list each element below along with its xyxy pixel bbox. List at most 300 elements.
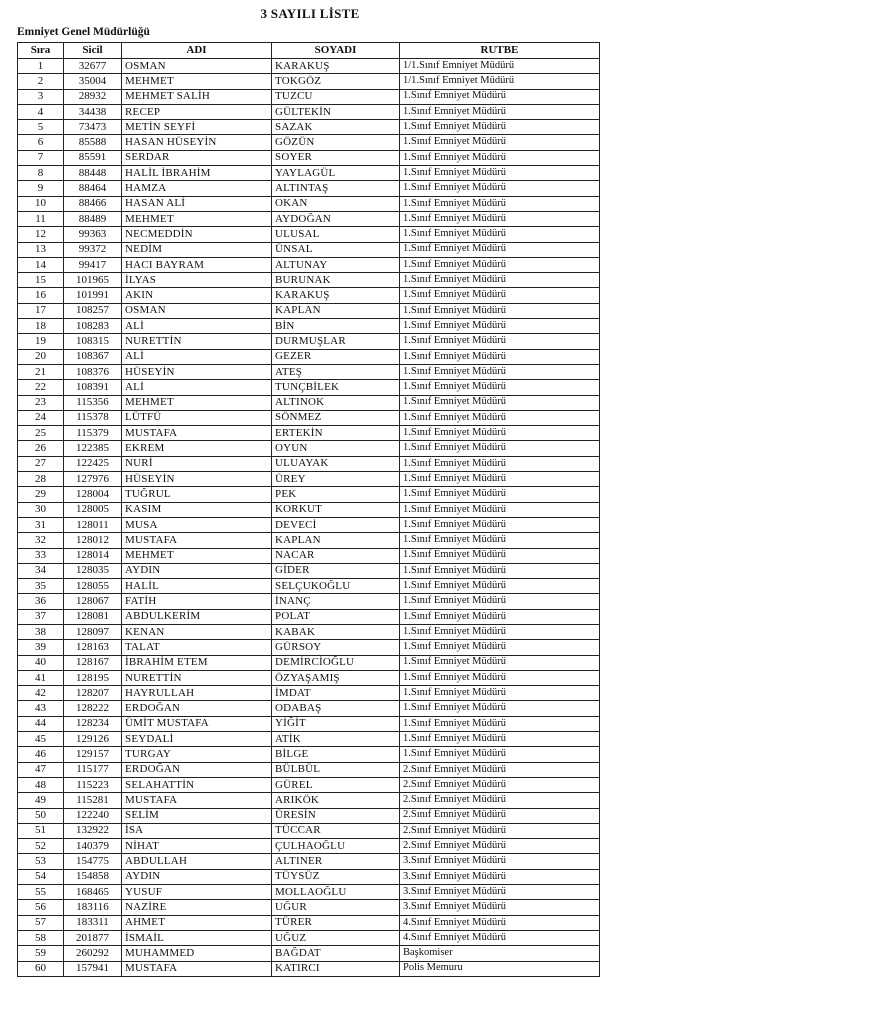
cell-sicil: 129126	[64, 732, 122, 747]
column-header-sira: Sıra	[18, 43, 64, 59]
cell-sira: 6	[18, 135, 64, 150]
column-header-adi: ADI	[122, 43, 272, 59]
cell-adi: MUSTAFA	[122, 426, 272, 441]
table-row	[18, 946, 600, 961]
cell-sicil: 99417	[64, 257, 122, 272]
cell-soyadi: UĞUZ	[272, 930, 400, 945]
cell-soyadi: AYDOĞAN	[272, 211, 400, 226]
table-row	[18, 579, 600, 594]
table-row	[18, 181, 600, 196]
cell-adi: İSMAİL	[122, 930, 272, 945]
cell-sira: 39	[18, 640, 64, 655]
cell-sicil: 115378	[64, 410, 122, 425]
cell-adi: TURGAY	[122, 747, 272, 762]
cell-rutbe: 1.Sınıf Emniyet Müdürü	[400, 548, 600, 563]
cell-rutbe: 1.Sınıf Emniyet Müdürü	[400, 181, 600, 196]
cell-adi: ABDULLAH	[122, 854, 272, 869]
cell-soyadi: SÖNMEZ	[272, 410, 400, 425]
cell-sira: 54	[18, 869, 64, 884]
cell-rutbe: 1.Sınıf Emniyet Müdürü	[400, 624, 600, 639]
cell-sira: 58	[18, 930, 64, 945]
cell-adi: MEHMET SALİH	[122, 89, 272, 104]
table-row	[18, 900, 600, 915]
cell-soyadi: ALTINER	[272, 854, 400, 869]
cell-rutbe: 2.Sınıf Emniyet Müdürü	[400, 777, 600, 792]
table-row	[18, 380, 600, 395]
cell-sicil: 88466	[64, 196, 122, 211]
cell-sira: 14	[18, 257, 64, 272]
cell-adi: ALİ	[122, 380, 272, 395]
table-row	[18, 288, 600, 303]
cell-rutbe: 1/1.Sınıf Emniyet Müdürü	[400, 74, 600, 89]
cell-sicil: 128014	[64, 548, 122, 563]
cell-rutbe: 1.Sınıf Emniyet Müdürü	[400, 701, 600, 716]
cell-sicil: 101991	[64, 288, 122, 303]
table-row	[18, 686, 600, 701]
cell-sira: 13	[18, 242, 64, 257]
cell-sicil: 122425	[64, 456, 122, 471]
cell-rutbe: 3.Sınıf Emniyet Müdürü	[400, 854, 600, 869]
cell-sicil: 127976	[64, 472, 122, 487]
table-row	[18, 762, 600, 777]
table-row	[18, 869, 600, 884]
table-row	[18, 211, 600, 226]
table-row	[18, 808, 600, 823]
table-row	[18, 885, 600, 900]
cell-rutbe: 4.Sınıf Emniyet Müdürü	[400, 915, 600, 930]
cell-adi: OSMAN	[122, 303, 272, 318]
table-row	[18, 701, 600, 716]
cell-sicil: 85591	[64, 150, 122, 165]
cell-rutbe: 1.Sınıf Emniyet Müdürü	[400, 257, 600, 272]
cell-sira: 60	[18, 961, 64, 976]
cell-sira: 38	[18, 624, 64, 639]
cell-soyadi: TOKGÖZ	[272, 74, 400, 89]
cell-soyadi: YAYLAGÜL	[272, 166, 400, 181]
cell-sicil: 168465	[64, 885, 122, 900]
cell-sicil: 88489	[64, 211, 122, 226]
cell-sicil: 99372	[64, 242, 122, 257]
cell-soyadi: KABAK	[272, 624, 400, 639]
cell-rutbe: 1.Sınıf Emniyet Müdürü	[400, 242, 600, 257]
cell-rutbe: 1.Sınıf Emniyet Müdürü	[400, 227, 600, 242]
cell-adi: EKREM	[122, 441, 272, 456]
cell-sicil: 183116	[64, 900, 122, 915]
cell-rutbe: 1.Sınıf Emniyet Müdürü	[400, 670, 600, 685]
cell-sicil: 183311	[64, 915, 122, 930]
table-row	[18, 747, 600, 762]
cell-sicil: 99363	[64, 227, 122, 242]
cell-rutbe: 1.Sınıf Emniyet Müdürü	[400, 640, 600, 655]
cell-soyadi: BÜLBÜL	[272, 762, 400, 777]
cell-adi: MEHMET	[122, 74, 272, 89]
cell-sira: 20	[18, 349, 64, 364]
cell-soyadi: BİN	[272, 319, 400, 334]
cell-rutbe: 4.Sınıf Emniyet Müdürü	[400, 930, 600, 945]
cell-soyadi: PEK	[272, 487, 400, 502]
cell-rutbe: 1.Sınıf Emniyet Müdürü	[400, 89, 600, 104]
cell-soyadi: İNANÇ	[272, 594, 400, 609]
cell-rutbe: 3.Sınıf Emniyet Müdürü	[400, 900, 600, 915]
cell-adi: SELAHATTİN	[122, 777, 272, 792]
cell-sicil: 115281	[64, 793, 122, 808]
cell-rutbe: 1/1.Sınıf Emniyet Müdürü	[400, 59, 600, 74]
cell-rutbe: 1.Sınıf Emniyet Müdürü	[400, 196, 600, 211]
cell-sicil: 128207	[64, 686, 122, 701]
cell-sira: 22	[18, 380, 64, 395]
cell-sicil: 108367	[64, 349, 122, 364]
cell-sira: 48	[18, 777, 64, 792]
cell-adi: HACI BAYRAM	[122, 257, 272, 272]
cell-adi: ALİ	[122, 319, 272, 334]
table-row	[18, 793, 600, 808]
table-row	[18, 961, 600, 976]
cell-sira: 11	[18, 211, 64, 226]
column-header-sicil: Sicil	[64, 43, 122, 59]
cell-sira: 18	[18, 319, 64, 334]
cell-adi: NURETTİN	[122, 670, 272, 685]
cell-sicil: 115356	[64, 395, 122, 410]
cell-soyadi: DEMİRCİOĞLU	[272, 655, 400, 670]
cell-sicil: 122385	[64, 441, 122, 456]
cell-sira: 19	[18, 334, 64, 349]
cell-adi: MEHMET	[122, 395, 272, 410]
cell-sira: 21	[18, 364, 64, 379]
personnel-table	[17, 42, 600, 977]
cell-sira: 1	[18, 59, 64, 74]
cell-sicil: 115379	[64, 426, 122, 441]
cell-rutbe: 1.Sınıf Emniyet Müdürü	[400, 104, 600, 119]
table-row	[18, 135, 600, 150]
cell-adi: MUSTAFA	[122, 961, 272, 976]
table-row	[18, 533, 600, 548]
cell-sicil: 128097	[64, 624, 122, 639]
cell-sicil: 128195	[64, 670, 122, 685]
cell-adi: YUSUF	[122, 885, 272, 900]
cell-sira: 7	[18, 150, 64, 165]
cell-rutbe: 1.Sınıf Emniyet Müdürü	[400, 563, 600, 578]
cell-sicil: 88464	[64, 181, 122, 196]
cell-sira: 25	[18, 426, 64, 441]
cell-sicil: 128234	[64, 716, 122, 731]
cell-rutbe: Başkomiser	[400, 946, 600, 961]
cell-sira: 2	[18, 74, 64, 89]
cell-soyadi: ALTINOK	[272, 395, 400, 410]
cell-adi: AKIN	[122, 288, 272, 303]
cell-rutbe: 1.Sınıf Emniyet Müdürü	[400, 166, 600, 181]
cell-sicil: 128011	[64, 517, 122, 532]
cell-rutbe: 1.Sınıf Emniyet Müdürü	[400, 395, 600, 410]
cell-sicil: 108257	[64, 303, 122, 318]
cell-sira: 26	[18, 441, 64, 456]
table-row	[18, 670, 600, 685]
cell-rutbe: 1.Sınıf Emniyet Müdürü	[400, 319, 600, 334]
cell-sicil: 128035	[64, 563, 122, 578]
cell-adi: MEHMET	[122, 548, 272, 563]
cell-rutbe: 1.Sınıf Emniyet Müdürü	[400, 502, 600, 517]
cell-rutbe: 3.Sınıf Emniyet Müdürü	[400, 869, 600, 884]
cell-soyadi: ÜNSAL	[272, 242, 400, 257]
cell-adi: AYDIN	[122, 563, 272, 578]
table-row	[18, 150, 600, 165]
cell-rutbe: 1.Sınıf Emniyet Müdürü	[400, 426, 600, 441]
cell-soyadi: KORKUT	[272, 502, 400, 517]
cell-sicil: 108315	[64, 334, 122, 349]
cell-adi: SERDAR	[122, 150, 272, 165]
cell-sira: 23	[18, 395, 64, 410]
table-row	[18, 839, 600, 854]
cell-soyadi: GİDER	[272, 563, 400, 578]
cell-rutbe: 1.Sınıf Emniyet Müdürü	[400, 364, 600, 379]
table-row	[18, 609, 600, 624]
cell-sicil: 115223	[64, 777, 122, 792]
table-row	[18, 257, 600, 272]
cell-sicil: 140379	[64, 839, 122, 854]
cell-sira: 36	[18, 594, 64, 609]
cell-rutbe: 2.Sınıf Emniyet Müdürü	[400, 762, 600, 777]
cell-sicil: 85588	[64, 135, 122, 150]
cell-adi: AYDIN	[122, 869, 272, 884]
cell-sira: 37	[18, 609, 64, 624]
cell-sicil: 128004	[64, 487, 122, 502]
cell-soyadi: ÜREY	[272, 472, 400, 487]
cell-adi: HÜSEYİN	[122, 472, 272, 487]
cell-sicil: 108391	[64, 380, 122, 395]
cell-soyadi: GÜREL	[272, 777, 400, 792]
column-header-soyadi: SOYADI	[272, 43, 400, 59]
cell-rutbe: 1.Sınıf Emniyet Müdürü	[400, 288, 600, 303]
cell-rutbe: 2.Sınıf Emniyet Müdürü	[400, 808, 600, 823]
cell-adi: KENAN	[122, 624, 272, 639]
cell-soyadi: KARAKUŞ	[272, 288, 400, 303]
table-row	[18, 395, 600, 410]
cell-soyadi: ÖZYAŞAMIŞ	[272, 670, 400, 685]
cell-soyadi: SELÇUKOĞLU	[272, 579, 400, 594]
cell-adi: HASAN ALİ	[122, 196, 272, 211]
cell-rutbe: 1.Sınıf Emniyet Müdürü	[400, 334, 600, 349]
cell-soyadi: İMDAT	[272, 686, 400, 701]
table-row	[18, 716, 600, 731]
cell-adi: RECEP	[122, 104, 272, 119]
cell-rutbe: 1.Sınıf Emniyet Müdürü	[400, 579, 600, 594]
document-title: 3 SAYILI LİSTE	[260, 6, 360, 21]
table-row	[18, 74, 600, 89]
cell-adi: OSMAN	[122, 59, 272, 74]
cell-sira: 47	[18, 762, 64, 777]
cell-adi: ERDOĞAN	[122, 701, 272, 716]
cell-sira: 56	[18, 900, 64, 915]
cell-sicil: 128167	[64, 655, 122, 670]
cell-sira: 55	[18, 885, 64, 900]
table-row	[18, 915, 600, 930]
cell-rutbe: 1.Sınıf Emniyet Müdürü	[400, 517, 600, 532]
cell-soyadi: KATIRCI	[272, 961, 400, 976]
cell-soyadi: YİĞİT	[272, 716, 400, 731]
cell-soyadi: TÜCCAR	[272, 823, 400, 838]
cell-soyadi: TUZCU	[272, 89, 400, 104]
cell-sira: 8	[18, 166, 64, 181]
cell-sicil: 154858	[64, 869, 122, 884]
cell-soyadi: ÜRESİN	[272, 808, 400, 823]
cell-sira: 10	[18, 196, 64, 211]
cell-adi: İBRAHİM ETEM	[122, 655, 272, 670]
cell-soyadi: SAZAK	[272, 120, 400, 135]
cell-soyadi: GÖZÜN	[272, 135, 400, 150]
table-row	[18, 563, 600, 578]
cell-soyadi: KAPLAN	[272, 303, 400, 318]
table-header-row	[18, 43, 600, 59]
cell-rutbe: 1.Sınıf Emniyet Müdürü	[400, 732, 600, 747]
cell-rutbe: 1.Sınıf Emniyet Müdürü	[400, 594, 600, 609]
cell-adi: MEHMET	[122, 211, 272, 226]
cell-sira: 46	[18, 747, 64, 762]
table-row	[18, 930, 600, 945]
table-row	[18, 227, 600, 242]
cell-sira: 49	[18, 793, 64, 808]
cell-adi: HAYRULLAH	[122, 686, 272, 701]
cell-soyadi: ODABAŞ	[272, 701, 400, 716]
cell-soyadi: ULUSAL	[272, 227, 400, 242]
table-row	[18, 732, 600, 747]
cell-rutbe: 1.Sınıf Emniyet Müdürü	[400, 273, 600, 288]
table-row	[18, 823, 600, 838]
column-header-rutbe: RUTBE	[400, 43, 600, 59]
cell-adi: SELİM	[122, 808, 272, 823]
cell-sira: 42	[18, 686, 64, 701]
table-row	[18, 334, 600, 349]
cell-sira: 51	[18, 823, 64, 838]
cell-rutbe: 1.Sınıf Emniyet Müdürü	[400, 472, 600, 487]
cell-rutbe: 1.Sınıf Emniyet Müdürü	[400, 349, 600, 364]
cell-sicil: 128163	[64, 640, 122, 655]
cell-adi: HASAN HÜSEYİN	[122, 135, 272, 150]
cell-sira: 45	[18, 732, 64, 747]
cell-rutbe: 1.Sınıf Emniyet Müdürü	[400, 487, 600, 502]
cell-sicil: 128222	[64, 701, 122, 716]
table-row	[18, 426, 600, 441]
table-row	[18, 303, 600, 318]
cell-sira: 30	[18, 502, 64, 517]
table-row	[18, 120, 600, 135]
cell-soyadi: KARAKUŞ	[272, 59, 400, 74]
cell-rutbe: 1.Sınıf Emniyet Müdürü	[400, 747, 600, 762]
cell-sicil: 154775	[64, 854, 122, 869]
cell-sira: 12	[18, 227, 64, 242]
table-row	[18, 456, 600, 471]
table-row	[18, 624, 600, 639]
cell-rutbe: 2.Sınıf Emniyet Müdürü	[400, 823, 600, 838]
cell-sicil: 128012	[64, 533, 122, 548]
table-row	[18, 472, 600, 487]
cell-soyadi: ULUAYAK	[272, 456, 400, 471]
table-row	[18, 777, 600, 792]
cell-rutbe: 1.Sınıf Emniyet Müdürü	[400, 716, 600, 731]
cell-sira: 52	[18, 839, 64, 854]
table-row	[18, 89, 600, 104]
table-row	[18, 640, 600, 655]
cell-rutbe: 1.Sınıf Emniyet Müdürü	[400, 303, 600, 318]
cell-sira: 41	[18, 670, 64, 685]
table-row	[18, 273, 600, 288]
cell-rutbe: 1.Sınıf Emniyet Müdürü	[400, 211, 600, 226]
cell-adi: HALİL İBRAHİM	[122, 166, 272, 181]
table-row	[18, 104, 600, 119]
cell-adi: LÜTFÜ	[122, 410, 272, 425]
cell-soyadi: BURUNAK	[272, 273, 400, 288]
cell-rutbe: 1.Sınıf Emniyet Müdürü	[400, 655, 600, 670]
cell-sicil: 129157	[64, 747, 122, 762]
cell-sira: 50	[18, 808, 64, 823]
cell-adi: MUSTAFA	[122, 533, 272, 548]
cell-adi: KASIM	[122, 502, 272, 517]
cell-sicil: 108283	[64, 319, 122, 334]
cell-soyadi: TÜYSÜZ	[272, 869, 400, 884]
cell-sicil: 73473	[64, 120, 122, 135]
cell-soyadi: BİLGE	[272, 747, 400, 762]
cell-sicil: 128055	[64, 579, 122, 594]
cell-adi: NURETTİN	[122, 334, 272, 349]
cell-soyadi: KAPLAN	[272, 533, 400, 548]
cell-soyadi: TÜRER	[272, 915, 400, 930]
cell-rutbe: 1.Sınıf Emniyet Müdürü	[400, 441, 600, 456]
cell-soyadi: TUNÇBİLEK	[272, 380, 400, 395]
table-row	[18, 548, 600, 563]
cell-sira: 33	[18, 548, 64, 563]
cell-sicil: 260292	[64, 946, 122, 961]
cell-sira: 9	[18, 181, 64, 196]
cell-rutbe: 1.Sınıf Emniyet Müdürü	[400, 456, 600, 471]
cell-adi: HAMZA	[122, 181, 272, 196]
cell-sicil: 35004	[64, 74, 122, 89]
cell-sicil: 88448	[64, 166, 122, 181]
cell-rutbe: 2.Sınıf Emniyet Müdürü	[400, 839, 600, 854]
cell-adi: MUSTAFA	[122, 793, 272, 808]
cell-sicil: 132922	[64, 823, 122, 838]
table-row	[18, 319, 600, 334]
cell-adi: METİN SEYFİ	[122, 120, 272, 135]
cell-sira: 34	[18, 563, 64, 578]
cell-adi: TALAT	[122, 640, 272, 655]
cell-sira: 31	[18, 517, 64, 532]
table-row	[18, 441, 600, 456]
cell-adi: SEYDALİ	[122, 732, 272, 747]
table-row	[18, 487, 600, 502]
table-row	[18, 410, 600, 425]
cell-sira: 35	[18, 579, 64, 594]
cell-sira: 40	[18, 655, 64, 670]
cell-soyadi: OKAN	[272, 196, 400, 211]
cell-sicil: 101965	[64, 273, 122, 288]
cell-adi: ERDOĞAN	[122, 762, 272, 777]
cell-sira: 57	[18, 915, 64, 930]
table-row	[18, 594, 600, 609]
cell-adi: NAZİRE	[122, 900, 272, 915]
cell-sicil: 115177	[64, 762, 122, 777]
cell-adi: HÜSEYİN	[122, 364, 272, 379]
cell-soyadi: ERTEKİN	[272, 426, 400, 441]
cell-rutbe: 1.Sınıf Emniyet Müdürü	[400, 120, 600, 135]
cell-sira: 27	[18, 456, 64, 471]
cell-adi: FATİH	[122, 594, 272, 609]
cell-sira: 29	[18, 487, 64, 502]
cell-sira: 3	[18, 89, 64, 104]
cell-rutbe: Polis Memuru	[400, 961, 600, 976]
cell-adi: ABDULKERİM	[122, 609, 272, 624]
table-row	[18, 242, 600, 257]
cell-soyadi: SOYER	[272, 150, 400, 165]
cell-adi: ALİ	[122, 349, 272, 364]
cell-soyadi: GÜRSOY	[272, 640, 400, 655]
